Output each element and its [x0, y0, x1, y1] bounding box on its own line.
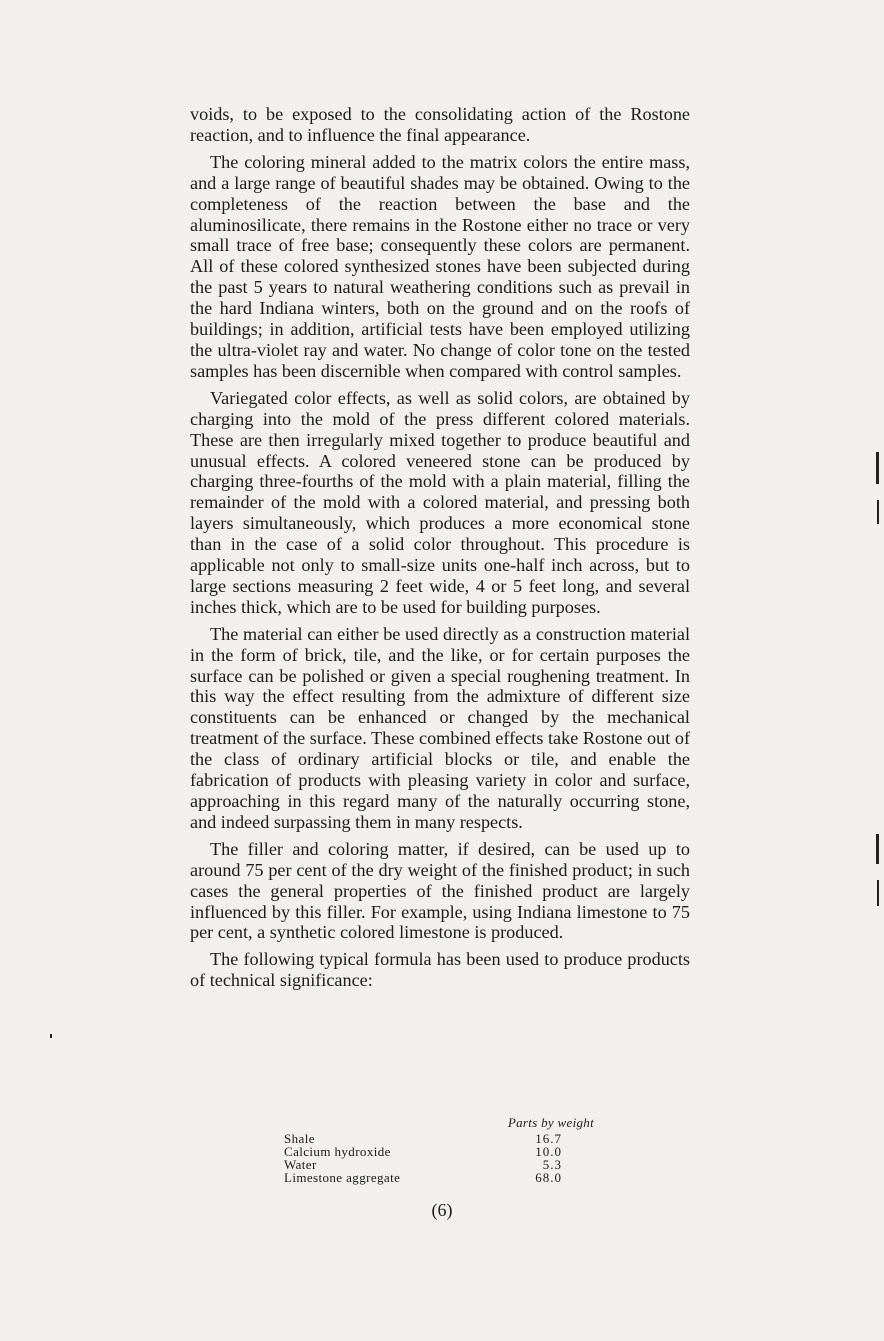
paragraph: The coloring mineral added to the matrix colors the entire mass, and a large range of beautiful shades may be obtained. Owing to the completeness of the reaction between the base and the aluminosilicate, there remains in the Rostone either no trace or very small trace of free base; consequently these colors are permanent. All of these colored synthesized stones have been subjected during the past 5 years to natural weathering conditions such as prevail in the hard Indiana winters, both on the ground and on the roofs of buildings; in addition, artificial tests have been employed utilizing the ultra-violet ray and water. No change of color tone on the tested samples has been discernible when compared with control samples.: [190, 151, 690, 381]
formula-table: [284, 1116, 614, 1184]
ingredient-value: 10.0: [535, 1144, 562, 1159]
scan-mark: [50, 1034, 52, 1038]
formula-header: Parts by weight: [507, 1115, 594, 1130]
ingredient-name: Water: [284, 1157, 317, 1172]
paragraph: Variegated color effects, as well as solid colors, are obtained by charging into the mold of the press different colored materials. These are then irregularly mixed together to produce beautiful and unusual effects. A colored veneered stone can be produced by charging three-fourths of the mold with a plain material, filling the remainder of the mold with a colored material, and pressing both layers simultaneously, which produces a more economical stone than in the case of a solid color throughout. This procedure is applicable not only to small-size units one-half inch across, but to large sections measuring 2 feet wide, 4 or 5 feet long, and several inches thick, which are to be used for building purposes.: [190, 387, 690, 617]
ingredient-value: 5.3: [542, 1157, 562, 1172]
paragraph: The following typical formula has been used to produce products of technical significance:: [190, 949, 690, 991]
ingredient-name: Limestone aggregate: [284, 1170, 401, 1185]
scan-mark: [876, 834, 879, 864]
scan-mark: [876, 452, 879, 484]
ingredient-name: Shale: [284, 1131, 315, 1146]
body-text: [190, 104, 690, 997]
formula-row: [284, 1171, 614, 1184]
scan-mark: [877, 500, 879, 524]
page-number: (6): [431, 1200, 453, 1220]
paragraph: voids, to be exposed to the consolidating action of the Rostone reaction, and to influence the final appearance.: [190, 104, 690, 145]
ingredient-value: 68.0: [535, 1170, 562, 1185]
formula-row: [284, 1145, 614, 1158]
paragraph: The filler and coloring matter, if desired, can be used up to around 75 per cent of the dry weight of the finished product; in such cases the general properties of the finished product are largely influenced by this filler. For example, using Indiana limestone to 75 per cent, a synthetic colored limestone is produced.: [190, 838, 690, 943]
ingredient-name: Calcium hydroxide: [284, 1144, 391, 1159]
ingredient-value: 16.7: [535, 1131, 562, 1146]
scan-mark: [877, 880, 879, 906]
paragraph: The material can either be used directly as a construction material in the form of brick, tile, and the like, or for certain purposes the surface can be polished or given a special roughening treatment. In this way the effect resulting from the admixture of different size constituents can be enhanced or changed by the mechanical treatment of the surface. These combined effects take Rostone out of the class of ordinary artificial blocks or tile, and enable the fabrication of products with pleasing variety in color and surface, approaching in this regard many of the naturally occurring stone, and indeed surpassing them in many respects.: [190, 623, 690, 832]
